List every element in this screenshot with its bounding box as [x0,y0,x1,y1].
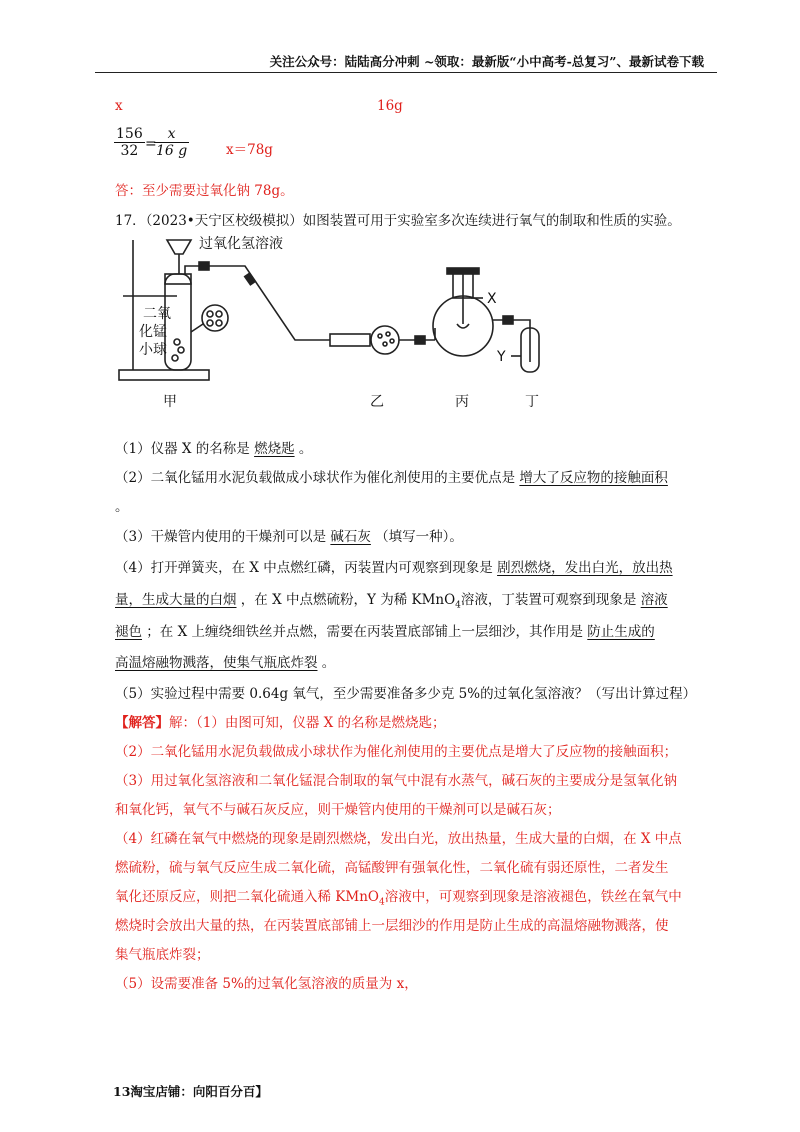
q4-answer2-part1: 溶液 [640,592,668,608]
stand-base [119,370,209,380]
page-header: 关注公众号：陆陆高分冲刺 ~领取：最新版“小中高考-总复习”、最新试卷下载 [269,54,704,69]
q4-answer3-part2: 高温熔融物溅落，使集气瓶底炸裂 [115,655,318,671]
label-ding: 丁 [525,394,539,410]
prev-answer: 答：至少需要过氧化钠 78g。 [115,183,294,199]
solution-line1: 【解答】解：（1）由图可知，仪器 X 的名称是燃烧匙； [115,715,446,731]
label-jia: 甲 [163,394,177,410]
catalyst-ball-zoom [202,305,228,331]
q5: （5）实验过程中需要 0.64g 氧气，至少需要准备多少克 5%的过氧化氢溶液？（写出计算过程） [115,686,697,702]
drying-bulb [371,326,399,354]
q4-answer1-part2: 量，生成大量的白烟 [115,592,237,608]
solution-line3a: （3）用过氧化氢溶液和二氧化锰混合制取的氧气中混有水蒸气，碱石灰的主要成分是氢氧化钠 [115,773,678,789]
q1: （1）仪器 X 的名称是 燃烧匙 。 [115,441,313,457]
solution-line3b: 和氧化钙，氧气不与碱石灰反应，则干燥管内使用的干燥剂可以是碱石灰； [115,802,561,818]
label-x: X [487,291,497,307]
solution-line4b: 燃硫粉，硫与氧气反应生成二氧化硫，高锰酸钾有强氧化性，二氧化硫有弱还原性，二者发生 [115,860,669,876]
q4-line3: 褪色 ；在 X 上缠绕细铁丝并点燃，需要在丙装置底部铺上一层细沙，其作用是 防止生成的 [115,624,655,640]
q4-line2: 量，生成大量的白烟 ，在 X 中点燃硫粉，Y 为稀 KMnO$_4$溶液，丁装置可观察到现象是 溶液 [115,592,668,611]
calc-mass-label: 16g [377,98,403,114]
equals-sign: = [145,136,157,152]
question-stem: 17．（2023•天宁区校级模拟）如图装置可用于实验室多次连续进行氧气的制取和性质的实验。 [115,213,681,229]
q1-answer: 燃烧匙 [254,441,295,457]
label-catalyst-1: 二氧 [143,306,171,322]
calc-result: x＝78g [226,142,273,158]
solution-tag: 【解答】 [115,715,169,731]
tube-jia [165,274,191,370]
solution-line4c: 氧化还原反应，则把二氧化硫通入稀 KMnO$_4$溶液中，可观察到现象是溶液褪色，铁丝在氧气中 [115,889,682,908]
solution-line4a: （4）红磷在氧气中燃烧的现象是剧烈燃烧，发出白光，放出热量，生成大量的白烟，在 X 中点 [115,831,682,847]
q2-answer: 增大了反应物的接触面积 [519,470,668,486]
solution-line5: （5）设需要准备 5%的过氧化氢溶液的质量为 x， [115,976,418,992]
q4-answer2-part2: 褪色 [115,624,142,640]
q3-answer: 碱石灰 [330,529,371,545]
funnel [167,240,191,254]
label-y: Y [497,349,506,365]
q4-answer3-part1: 防止生成的 [587,624,655,640]
header-divider [95,72,717,73]
label-reagent: 过氧化氢溶液 [199,236,283,252]
label-catalyst-2: 化锰 [139,324,167,340]
q4-line4: 高温熔融物溅落，使集气瓶底炸裂 。 [115,655,336,671]
solution-line2: （2）二氧化锰用水泥负载做成小球状作为催化剂使用的主要优点是增大了反应物的接触面积； [115,744,678,760]
q4-answer1-part1: 剧烈燃烧，发出白光，放出热 [497,560,673,576]
q2: （2）二氧化锰用水泥负载做成小球状作为催化剂使用的主要优点是 增大了反应物的接触面积 [115,470,668,486]
q2-end: 。 [115,499,129,515]
label-yi: 乙 [370,394,384,410]
solution-line4d: 燃烧时会放出大量的热，在丙装置底部铺上一层细沙的作用是防止生成的高温熔融物溅落，使 [115,918,669,934]
fraction-156-32: $\frac{156}{32}$ [116,126,143,159]
label-bing: 丙 [455,394,469,410]
page-footer: 13淘宝店铺：向阳百分百】 [113,1084,268,1099]
q4-line1: （4）打开弹簧夹，在 X 中点燃红磷，丙装置内可观察到现象是 剧烈燃烧，发出白光，放出热 [115,560,673,576]
q3: （3）干燥管内使用的干燥剂可以是 碱石灰 （填写一种）。 [115,529,463,545]
fraction-x-16g: $\frac{x}{16 g}$ [156,126,188,159]
solution-line4e: 集气瓶底炸裂； [115,947,210,963]
calc-x-label: x [115,98,123,114]
label-catalyst-3: 小球 [139,342,167,358]
drying-tube-yi [330,334,370,346]
apparatus-figure [115,232,555,410]
